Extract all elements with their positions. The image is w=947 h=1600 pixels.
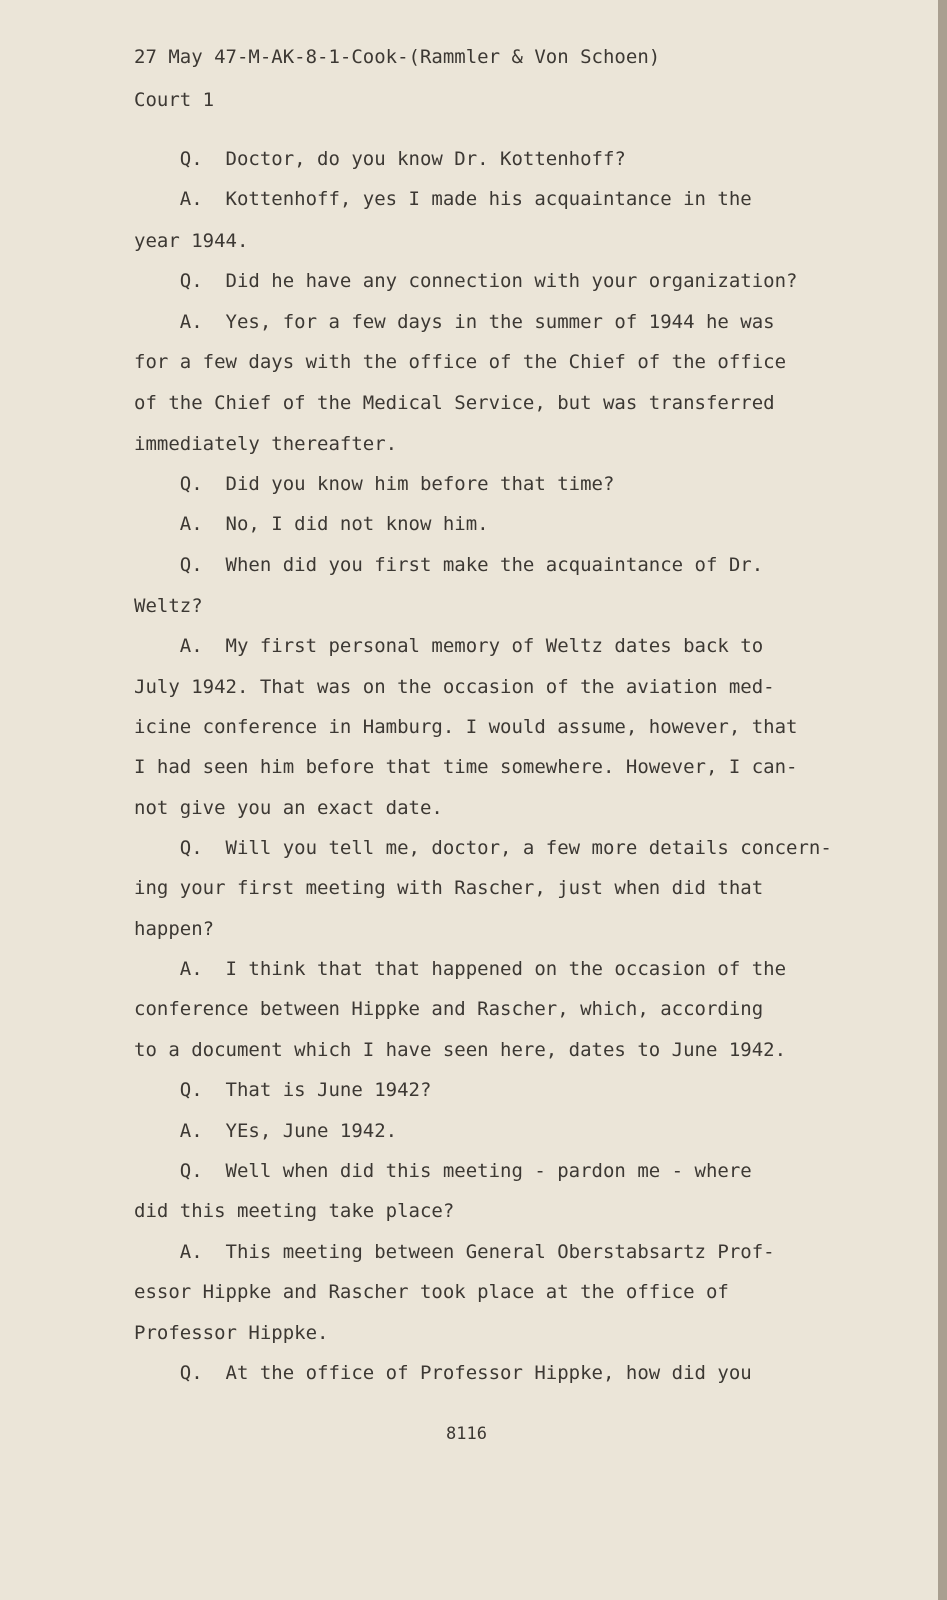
transcript-line: Q. At the office of Professor Hippke, how did you <box>134 1362 752 1384</box>
transcript-line: Weltz? <box>134 595 203 617</box>
transcript-line: Q. When did you first make the acquaintance of Dr. <box>134 554 764 576</box>
transcript-line: immediately thereafter. <box>134 433 398 455</box>
transcript-line: icine conference in Hamburg. I would assume, however, that <box>134 716 798 738</box>
page-edge <box>938 0 947 1600</box>
transcript-line: A. I think that that happened on the occasion of the <box>134 958 787 980</box>
transcript-line: A. Kottenhoff, yes I made his acquaintance in the <box>134 188 752 210</box>
transcript-line: Q. Did he have any connection with your organization? <box>134 270 798 292</box>
transcript-line: essor Hippke and Rascher took place at the office of <box>134 1281 729 1303</box>
transcript-line: Q. Will you tell me, doctor, a few more details concern- <box>134 837 832 859</box>
transcript-line: A. My first personal memory of Weltz dates back to <box>134 635 764 657</box>
transcript-line: year 1944. <box>134 230 249 252</box>
transcript-line: Q. That is June 1942? <box>134 1079 432 1101</box>
transcript-line: A. This meeting between General Oberstabsartz Prof- <box>134 1241 775 1263</box>
transcript-line: A. YEs, June 1942. <box>134 1120 398 1142</box>
transcript-line: did this meeting take place? <box>134 1200 455 1222</box>
transcript-line: A. Yes, for a few days in the summer of 1944 he was <box>134 311 775 333</box>
page-number: 8116 <box>446 1424 487 1444</box>
transcript-line: Q. Did you know him before that time? <box>134 473 615 495</box>
transcript-line: Q. Doctor, do you know Dr. Kottenhoff? <box>134 148 626 170</box>
transcript-line: July 1942. That was on the occasion of the aviation med- <box>134 676 775 698</box>
transcript-line: of the Chief of the Medical Service, but was transferred <box>134 392 775 414</box>
transcript-line: I had seen him before that time somewhere. However, I can- <box>134 756 798 778</box>
court-line: Court 1 <box>134 89 215 111</box>
transcript-line: Professor Hippke. <box>134 1322 329 1344</box>
transcript-line: to a document which I have seen here, dates to June 1942. <box>134 1039 787 1061</box>
transcript-line: ing your first meeting with Rascher, just when did that <box>134 877 764 899</box>
header-line: 27 May 47-M-AK-8-1-Cook-(Rammler & Von Schoen) <box>134 46 661 68</box>
transcript-line: A. No, I did not know him. <box>134 513 489 535</box>
transcript-line: happen? <box>134 918 215 940</box>
transcript-line: conference between Hippke and Rascher, which, according <box>134 998 764 1020</box>
transcript-line: not give you an exact date. <box>134 797 443 819</box>
transcript-line: Q. Well when did this meeting - pardon me - where <box>134 1160 752 1182</box>
transcript-line: for a few days with the office of the Chief of the office <box>134 351 787 373</box>
